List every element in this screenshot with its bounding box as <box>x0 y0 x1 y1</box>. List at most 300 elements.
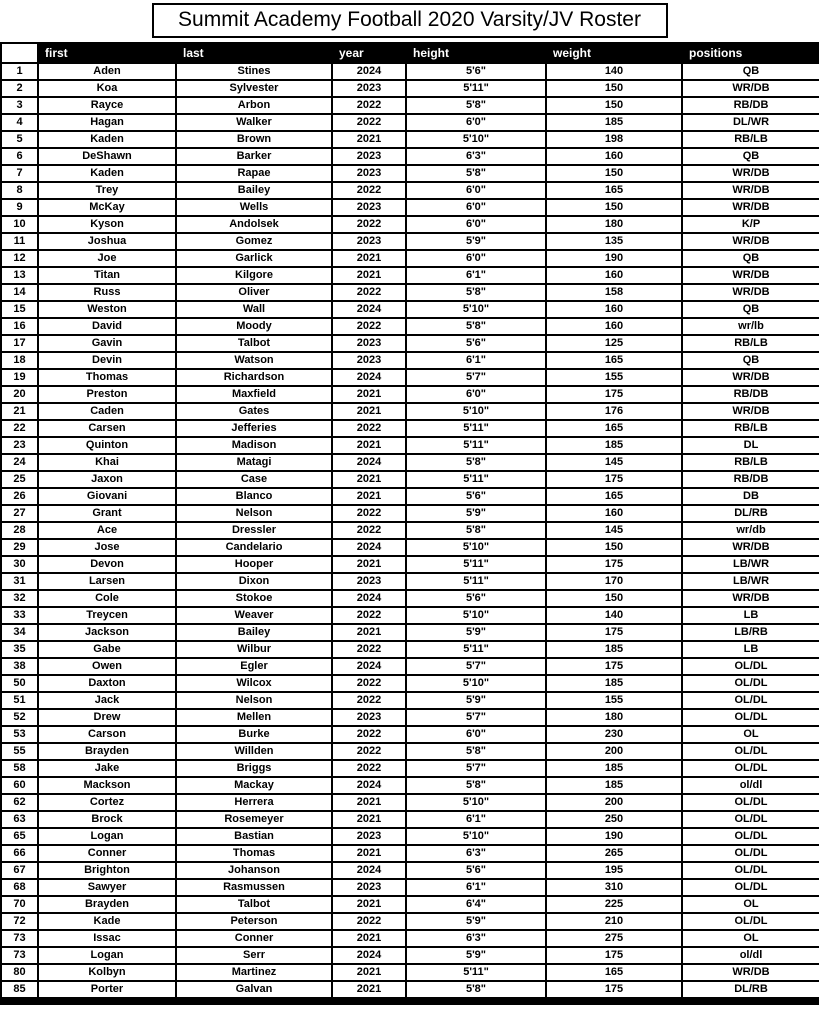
player-weight: 275 <box>546 930 682 947</box>
player-first-name: Koa <box>38 80 176 97</box>
player-first-name: Grant <box>38 505 176 522</box>
player-last-name: Andolsek <box>176 216 332 233</box>
table-row <box>1 420 819 437</box>
table-row <box>1 165 819 182</box>
player-positions: WR/DB <box>682 182 819 199</box>
player-height: 5'10" <box>406 301 546 318</box>
player-year: 2022 <box>332 284 406 301</box>
roster-head <box>1 43 819 63</box>
table-row <box>1 726 819 743</box>
player-year: 2024 <box>332 658 406 675</box>
player-number: 1 <box>1 63 38 80</box>
player-year: 2023 <box>332 165 406 182</box>
player-number: 17 <box>1 335 38 352</box>
player-height: 5'9" <box>406 505 546 522</box>
player-year: 2024 <box>332 590 406 607</box>
table-row <box>1 947 819 964</box>
roster-page <box>0 3 819 1005</box>
player-last-name: Egler <box>176 658 332 675</box>
player-positions: DB <box>682 488 819 505</box>
player-number: 29 <box>1 539 38 556</box>
player-last-name: Dressler <box>176 522 332 539</box>
player-positions: WR/DB <box>682 284 819 301</box>
roster-table <box>0 42 819 999</box>
table-row <box>1 709 819 726</box>
player-height: 5'9" <box>406 624 546 641</box>
player-year: 2022 <box>332 216 406 233</box>
player-height: 5'7" <box>406 760 546 777</box>
player-height: 5'7" <box>406 709 546 726</box>
player-first-name: Mackson <box>38 777 176 794</box>
player-weight: 200 <box>546 743 682 760</box>
player-first-name: Brighton <box>38 862 176 879</box>
player-number: 63 <box>1 811 38 828</box>
player-weight: 165 <box>546 352 682 369</box>
player-weight: 150 <box>546 199 682 216</box>
player-first-name: Khai <box>38 454 176 471</box>
player-year: 2021 <box>332 488 406 505</box>
player-weight: 165 <box>546 420 682 437</box>
player-positions: wr/db <box>682 522 819 539</box>
player-weight: 150 <box>546 539 682 556</box>
player-last-name: Peterson <box>176 913 332 930</box>
player-last-name: Thomas <box>176 845 332 862</box>
player-positions: WR/DB <box>682 403 819 420</box>
table-row <box>1 896 819 913</box>
player-weight: 150 <box>546 590 682 607</box>
player-positions: LB <box>682 641 819 658</box>
player-first-name: McKay <box>38 199 176 216</box>
player-year: 2022 <box>332 913 406 930</box>
player-first-name: Jack <box>38 692 176 709</box>
column-header-weight: weight <box>546 43 682 63</box>
player-number: 15 <box>1 301 38 318</box>
player-last-name: Wells <box>176 199 332 216</box>
player-height: 5'10" <box>406 403 546 420</box>
player-last-name: Oliver <box>176 284 332 301</box>
player-number: 70 <box>1 896 38 913</box>
player-height: 5'6" <box>406 63 546 80</box>
player-height: 6'1" <box>406 811 546 828</box>
player-last-name: Wilcox <box>176 675 332 692</box>
player-positions: OL/DL <box>682 913 819 930</box>
player-number: 5 <box>1 131 38 148</box>
player-positions: QB <box>682 63 819 80</box>
player-year: 2021 <box>332 845 406 862</box>
table-row <box>1 386 819 403</box>
player-positions: WR/DB <box>682 590 819 607</box>
player-positions: OL/DL <box>682 862 819 879</box>
player-year: 2022 <box>332 743 406 760</box>
player-height: 5'9" <box>406 233 546 250</box>
player-year: 2022 <box>332 505 406 522</box>
player-height: 5'10" <box>406 131 546 148</box>
player-last-name: Rapae <box>176 165 332 182</box>
player-weight: 185 <box>546 114 682 131</box>
player-weight: 225 <box>546 896 682 913</box>
player-year: 2024 <box>332 947 406 964</box>
player-height: 6'0" <box>406 182 546 199</box>
player-last-name: Briggs <box>176 760 332 777</box>
player-weight: 175 <box>546 658 682 675</box>
column-header-positions: positions <box>682 43 819 63</box>
player-number: 55 <box>1 743 38 760</box>
player-year: 2024 <box>332 539 406 556</box>
player-first-name: Thomas <box>38 369 176 386</box>
player-weight: 165 <box>546 964 682 981</box>
table-row <box>1 284 819 301</box>
table-row <box>1 777 819 794</box>
player-first-name: Kyson <box>38 216 176 233</box>
player-height: 5'8" <box>406 318 546 335</box>
player-positions: OL <box>682 896 819 913</box>
player-last-name: Dixon <box>176 573 332 590</box>
player-height: 5'6" <box>406 488 546 505</box>
column-header-last: last <box>176 43 332 63</box>
player-weight: 175 <box>546 947 682 964</box>
player-positions: LB/RB <box>682 624 819 641</box>
table-row <box>1 624 819 641</box>
player-weight: 175 <box>546 624 682 641</box>
player-height: 5'8" <box>406 165 546 182</box>
player-number: 11 <box>1 233 38 250</box>
player-first-name: Carsen <box>38 420 176 437</box>
player-number: 33 <box>1 607 38 624</box>
player-last-name: Johanson <box>176 862 332 879</box>
player-number: 22 <box>1 420 38 437</box>
player-height: 6'0" <box>406 250 546 267</box>
player-number: 4 <box>1 114 38 131</box>
player-first-name: Brayden <box>38 896 176 913</box>
player-first-name: Daxton <box>38 675 176 692</box>
table-row <box>1 148 819 165</box>
player-last-name: Stines <box>176 63 332 80</box>
player-weight: 150 <box>546 165 682 182</box>
player-weight: 160 <box>546 301 682 318</box>
player-positions: WR/DB <box>682 233 819 250</box>
player-first-name: Sawyer <box>38 879 176 896</box>
player-number: 58 <box>1 760 38 777</box>
player-number: 62 <box>1 794 38 811</box>
player-positions: LB/WR <box>682 556 819 573</box>
player-number: 51 <box>1 692 38 709</box>
player-year: 2021 <box>332 131 406 148</box>
player-first-name: Devon <box>38 556 176 573</box>
player-year: 2022 <box>332 692 406 709</box>
player-first-name: Kaden <box>38 165 176 182</box>
table-row <box>1 471 819 488</box>
player-last-name: Gomez <box>176 233 332 250</box>
player-number: 13 <box>1 267 38 284</box>
column-header-year: year <box>332 43 406 63</box>
table-row <box>1 930 819 947</box>
player-weight: 170 <box>546 573 682 590</box>
player-number: 31 <box>1 573 38 590</box>
player-positions: RB/LB <box>682 335 819 352</box>
player-first-name: Quinton <box>38 437 176 454</box>
player-first-name: Gavin <box>38 335 176 352</box>
player-height: 5'10" <box>406 539 546 556</box>
player-positions: OL/DL <box>682 709 819 726</box>
player-number: 3 <box>1 97 38 114</box>
player-last-name: Walker <box>176 114 332 131</box>
player-height: 6'0" <box>406 199 546 216</box>
player-year: 2023 <box>332 199 406 216</box>
column-header-height: height <box>406 43 546 63</box>
player-number: 18 <box>1 352 38 369</box>
table-row <box>1 97 819 114</box>
player-height: 5'7" <box>406 369 546 386</box>
player-year: 2022 <box>332 420 406 437</box>
player-weight: 185 <box>546 675 682 692</box>
player-weight: 145 <box>546 522 682 539</box>
player-weight: 150 <box>546 97 682 114</box>
player-last-name: Wall <box>176 301 332 318</box>
player-weight: 125 <box>546 335 682 352</box>
player-weight: 185 <box>546 641 682 658</box>
player-positions: ol/dl <box>682 947 819 964</box>
player-first-name: Joshua <box>38 233 176 250</box>
table-row <box>1 454 819 471</box>
table-row <box>1 522 819 539</box>
player-height: 5'6" <box>406 590 546 607</box>
player-number: 24 <box>1 454 38 471</box>
table-row <box>1 913 819 930</box>
player-last-name: Madison <box>176 437 332 454</box>
player-positions: OL <box>682 726 819 743</box>
player-height: 6'1" <box>406 879 546 896</box>
table-row <box>1 352 819 369</box>
player-first-name: Larsen <box>38 573 176 590</box>
player-number: 9 <box>1 199 38 216</box>
player-number: 2 <box>1 80 38 97</box>
player-year: 2022 <box>332 760 406 777</box>
table-row <box>1 437 819 454</box>
player-number: 32 <box>1 590 38 607</box>
table-row <box>1 488 819 505</box>
player-first-name: Preston <box>38 386 176 403</box>
table-row <box>1 964 819 981</box>
table-row <box>1 233 819 250</box>
table-row <box>1 760 819 777</box>
player-weight: 210 <box>546 913 682 930</box>
player-year: 2024 <box>332 63 406 80</box>
table-row <box>1 267 819 284</box>
player-year: 2023 <box>332 233 406 250</box>
table-row <box>1 845 819 862</box>
player-weight: 180 <box>546 709 682 726</box>
player-number: 6 <box>1 148 38 165</box>
player-height: 5'8" <box>406 454 546 471</box>
player-last-name: Burke <box>176 726 332 743</box>
player-last-name: Blanco <box>176 488 332 505</box>
player-positions: OL/DL <box>682 828 819 845</box>
player-weight: 135 <box>546 233 682 250</box>
player-height: 6'0" <box>406 386 546 403</box>
player-height: 6'4" <box>406 896 546 913</box>
player-height: 5'8" <box>406 981 546 998</box>
column-header-number <box>1 43 38 63</box>
player-weight: 195 <box>546 862 682 879</box>
player-last-name: Serr <box>176 947 332 964</box>
player-first-name: Cortez <box>38 794 176 811</box>
player-last-name: Sylvester <box>176 80 332 97</box>
player-positions: OL/DL <box>682 658 819 675</box>
player-year: 2021 <box>332 896 406 913</box>
player-first-name: Devin <box>38 352 176 369</box>
player-height: 6'1" <box>406 267 546 284</box>
table-row <box>1 811 819 828</box>
player-last-name: Candelario <box>176 539 332 556</box>
player-height: 6'0" <box>406 114 546 131</box>
player-last-name: Jefferies <box>176 420 332 437</box>
table-row <box>1 131 819 148</box>
player-positions: WR/DB <box>682 165 819 182</box>
player-positions: OL/DL <box>682 692 819 709</box>
player-last-name: Wilbur <box>176 641 332 658</box>
table-row <box>1 63 819 80</box>
player-weight: 180 <box>546 216 682 233</box>
player-weight: 175 <box>546 556 682 573</box>
player-year: 2021 <box>332 386 406 403</box>
player-first-name: Logan <box>38 828 176 845</box>
player-number: 68 <box>1 879 38 896</box>
player-year: 2021 <box>332 403 406 420</box>
player-weight: 230 <box>546 726 682 743</box>
roster-body <box>1 63 819 998</box>
player-first-name: Weston <box>38 301 176 318</box>
player-number: 21 <box>1 403 38 420</box>
player-year: 2022 <box>332 726 406 743</box>
player-height: 5'9" <box>406 913 546 930</box>
player-number: 66 <box>1 845 38 862</box>
player-first-name: Jaxon <box>38 471 176 488</box>
table-row <box>1 828 819 845</box>
table-row <box>1 182 819 199</box>
player-weight: 140 <box>546 607 682 624</box>
player-positions: OL/DL <box>682 675 819 692</box>
roster-head-row <box>1 43 819 63</box>
player-number: 38 <box>1 658 38 675</box>
player-height: 5'8" <box>406 97 546 114</box>
player-height: 5'11" <box>406 573 546 590</box>
player-year: 2021 <box>332 624 406 641</box>
player-number: 23 <box>1 437 38 454</box>
player-number: 50 <box>1 675 38 692</box>
player-year: 2021 <box>332 981 406 998</box>
player-number: 7 <box>1 165 38 182</box>
table-row <box>1 80 819 97</box>
player-number: 53 <box>1 726 38 743</box>
player-first-name: Titan <box>38 267 176 284</box>
player-last-name: Stokoe <box>176 590 332 607</box>
player-year: 2022 <box>332 182 406 199</box>
player-first-name: Gabe <box>38 641 176 658</box>
player-weight: 165 <box>546 182 682 199</box>
player-first-name: Porter <box>38 981 176 998</box>
player-year: 2024 <box>332 454 406 471</box>
table-row <box>1 675 819 692</box>
player-first-name: Aden <box>38 63 176 80</box>
table-row <box>1 114 819 131</box>
player-first-name: Jose <box>38 539 176 556</box>
player-last-name: Conner <box>176 930 332 947</box>
player-year: 2021 <box>332 930 406 947</box>
table-row <box>1 743 819 760</box>
player-last-name: Moody <box>176 318 332 335</box>
player-height: 5'11" <box>406 641 546 658</box>
table-row <box>1 556 819 573</box>
table-row <box>1 369 819 386</box>
player-weight: 185 <box>546 437 682 454</box>
player-first-name: DeShawn <box>38 148 176 165</box>
player-positions: OL/DL <box>682 760 819 777</box>
player-height: 5'7" <box>406 658 546 675</box>
player-last-name: Watson <box>176 352 332 369</box>
player-first-name: Jake <box>38 760 176 777</box>
player-weight: 185 <box>546 777 682 794</box>
player-positions: WR/DB <box>682 369 819 386</box>
player-year: 2021 <box>332 964 406 981</box>
player-weight: 310 <box>546 879 682 896</box>
player-year: 2022 <box>332 97 406 114</box>
player-last-name: Mackay <box>176 777 332 794</box>
player-weight: 140 <box>546 63 682 80</box>
player-height: 6'3" <box>406 845 546 862</box>
player-last-name: Brown <box>176 131 332 148</box>
player-year: 2023 <box>332 352 406 369</box>
table-row <box>1 505 819 522</box>
player-year: 2023 <box>332 709 406 726</box>
player-weight: 176 <box>546 403 682 420</box>
player-year: 2021 <box>332 471 406 488</box>
table-row <box>1 879 819 896</box>
player-year: 2024 <box>332 777 406 794</box>
player-number: 14 <box>1 284 38 301</box>
player-first-name: Jackson <box>38 624 176 641</box>
player-height: 6'1" <box>406 352 546 369</box>
player-height: 5'8" <box>406 777 546 794</box>
player-first-name: Conner <box>38 845 176 862</box>
player-number: 16 <box>1 318 38 335</box>
player-first-name: Giovani <box>38 488 176 505</box>
table-row <box>1 862 819 879</box>
player-positions: QB <box>682 352 819 369</box>
player-first-name: Owen <box>38 658 176 675</box>
table-row <box>1 794 819 811</box>
player-number: 80 <box>1 964 38 981</box>
player-last-name: Galvan <box>176 981 332 998</box>
player-last-name: Hooper <box>176 556 332 573</box>
player-number: 8 <box>1 182 38 199</box>
player-weight: 190 <box>546 828 682 845</box>
player-year: 2024 <box>332 862 406 879</box>
bottom-edge-strip <box>0 999 819 1005</box>
player-positions: RB/LB <box>682 131 819 148</box>
player-year: 2022 <box>332 607 406 624</box>
player-positions: ol/dl <box>682 777 819 794</box>
player-positions: RB/DB <box>682 97 819 114</box>
player-year: 2022 <box>332 675 406 692</box>
player-positions: RB/DB <box>682 386 819 403</box>
player-positions: DL/RB <box>682 505 819 522</box>
table-row <box>1 658 819 675</box>
player-number: 10 <box>1 216 38 233</box>
player-first-name: Caden <box>38 403 176 420</box>
player-year: 2024 <box>332 301 406 318</box>
player-positions: QB <box>682 148 819 165</box>
player-first-name: Brock <box>38 811 176 828</box>
